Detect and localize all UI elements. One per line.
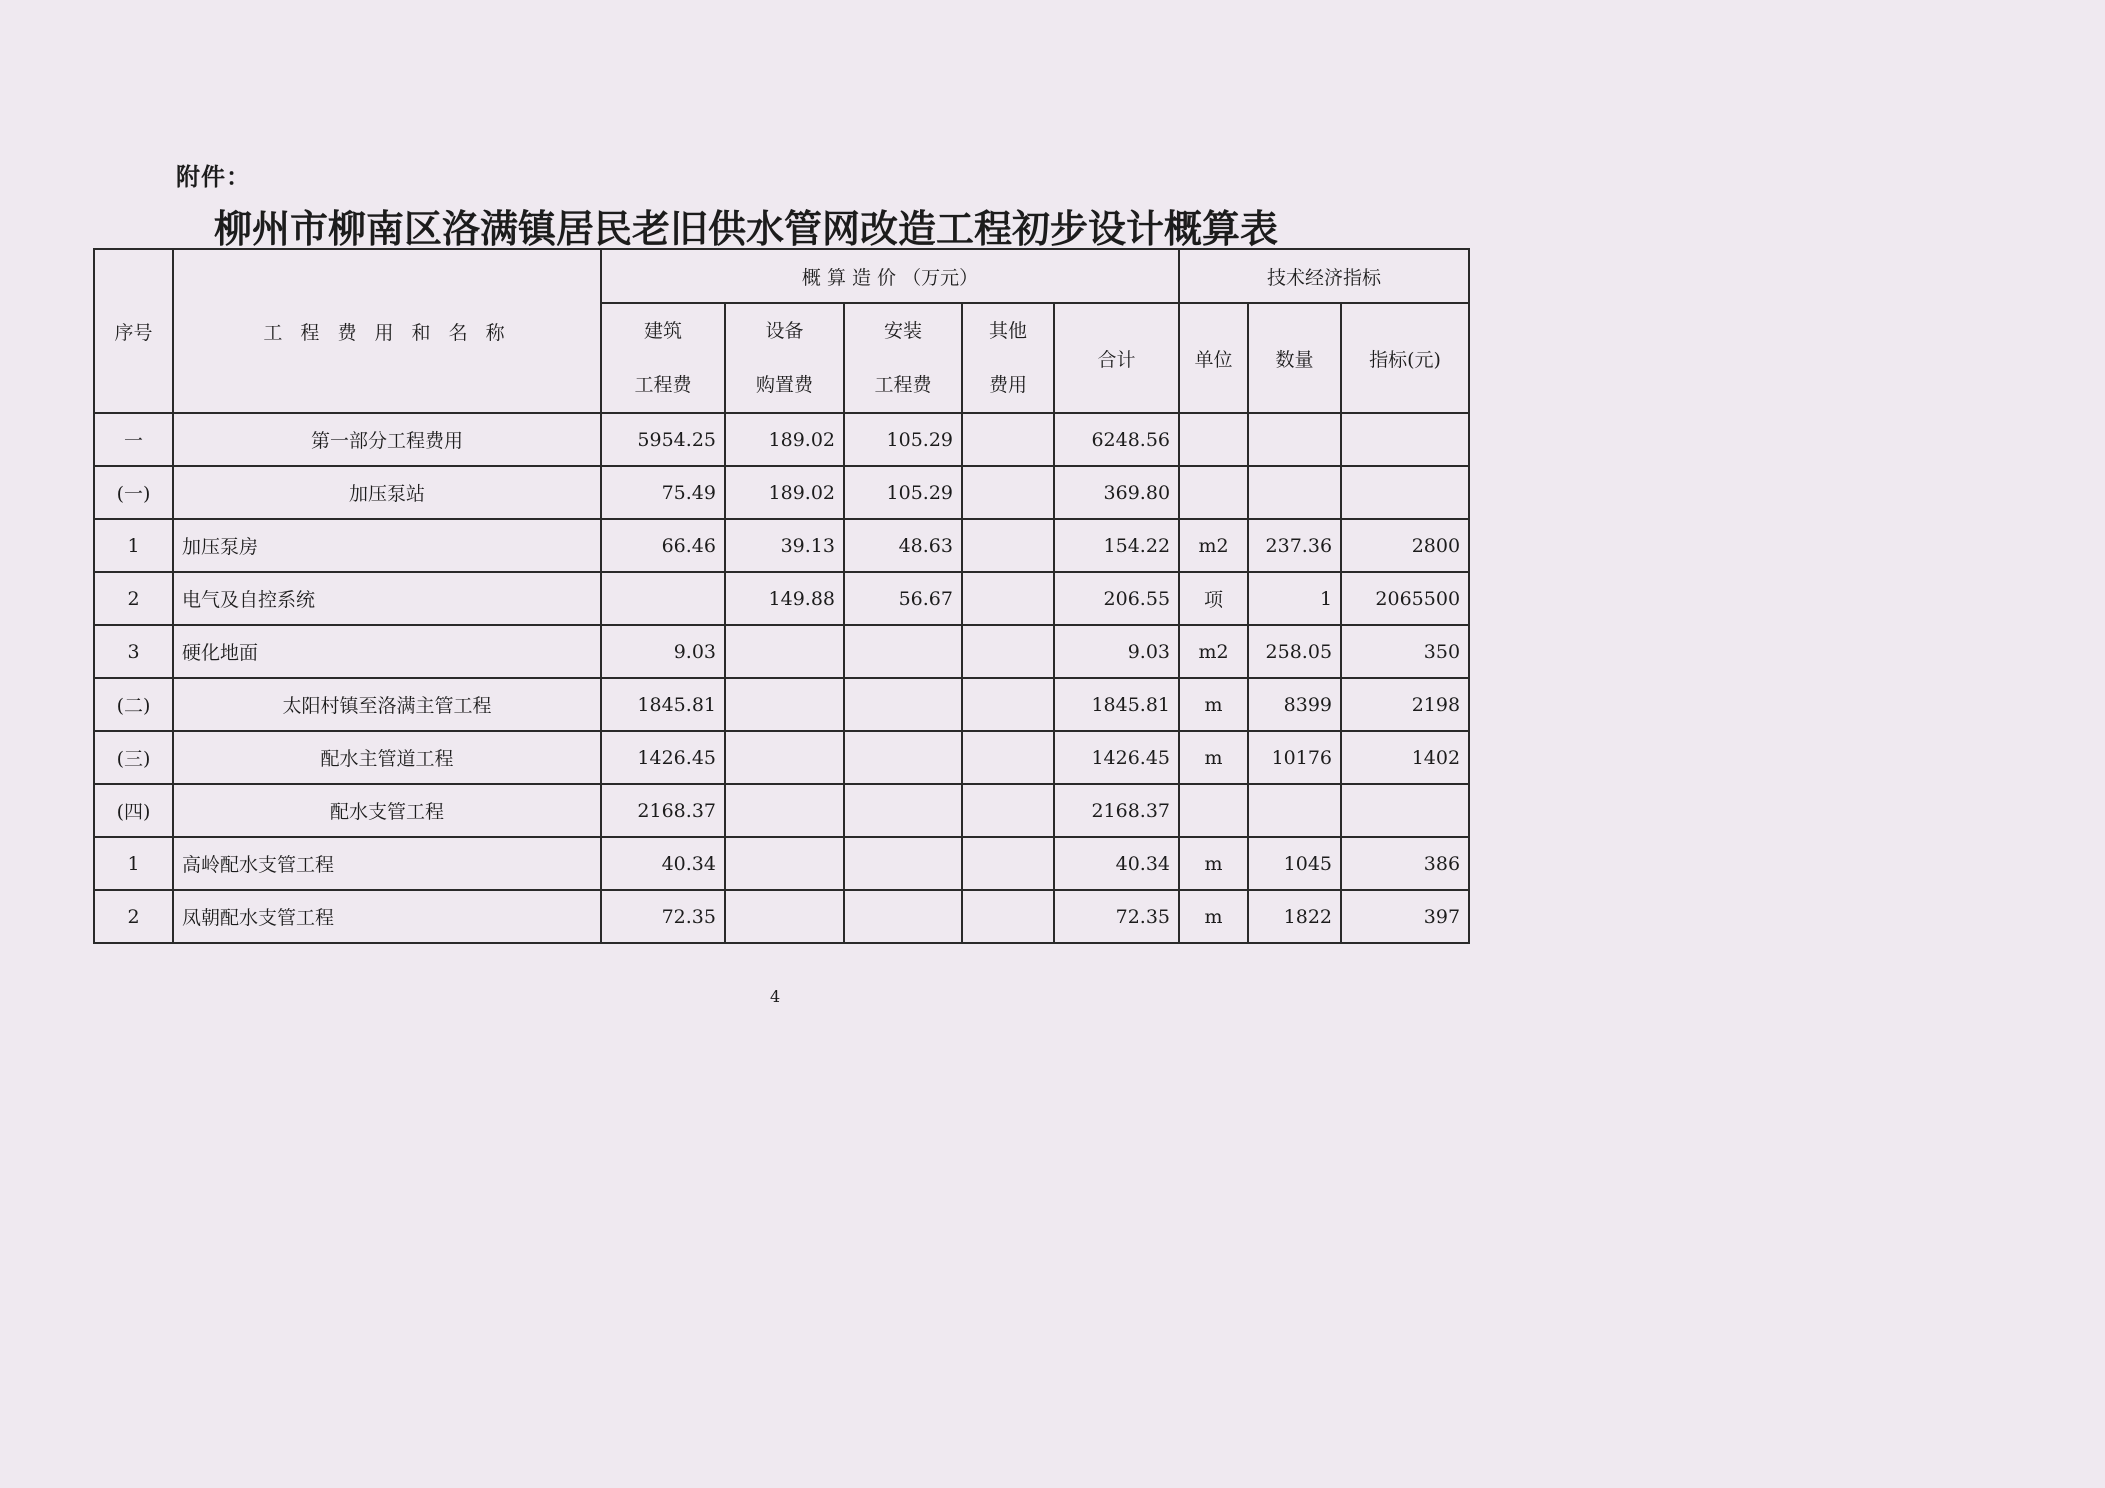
cell-indicator: 2198 [1341, 678, 1469, 731]
header-install [844, 303, 962, 413]
cell-other [962, 678, 1054, 731]
cell-construction: 1845.81 [601, 678, 725, 731]
header-construction [601, 303, 725, 413]
cell-install [844, 784, 962, 837]
header-construction-line1: 建筑 [643, 320, 682, 342]
table-row [94, 890, 1469, 943]
cell-quantity: 1 [1248, 572, 1341, 625]
header-equipment-line2: 购置费 [755, 374, 813, 396]
header-name: 工 程 费 用 和 名 称 [173, 249, 601, 413]
cell-total: 206.55 [1054, 572, 1179, 625]
header-install-line1: 安装 [883, 320, 922, 342]
header-estimate-group: 概 算 造 价 （万元） [601, 249, 1179, 303]
cell-quantity: 258.05 [1248, 625, 1341, 678]
table-row [94, 572, 1469, 625]
cell-other [962, 625, 1054, 678]
cell-unit: m [1179, 890, 1248, 943]
cell-name: 配水支管工程 [173, 784, 601, 837]
cell-name: 电气及自控系统 [173, 572, 601, 625]
cell-unit: 项 [1179, 572, 1248, 625]
cell-other [962, 784, 1054, 837]
header-seq: 序号 [94, 249, 173, 413]
header-other-line1: 其他 [988, 320, 1027, 342]
cell-seq: 2 [94, 572, 173, 625]
table-row [94, 413, 1469, 466]
cell-indicator [1341, 413, 1469, 466]
cell-name: 凤朝配水支管工程 [173, 890, 601, 943]
cell-indicator: 386 [1341, 837, 1469, 890]
cell-equipment [725, 784, 844, 837]
budget-table [93, 248, 1470, 944]
cell-install: 48.63 [844, 519, 962, 572]
header-row-group [94, 249, 1469, 303]
cell-total: 72.35 [1054, 890, 1179, 943]
header-other-line2: 费用 [988, 374, 1027, 396]
cell-total: 369.80 [1054, 466, 1179, 519]
cell-total: 1845.81 [1054, 678, 1179, 731]
table-row [94, 466, 1469, 519]
cell-construction: 72.35 [601, 890, 725, 943]
header-indicator: 指标(元) [1341, 303, 1469, 413]
cell-seq: (四) [94, 784, 173, 837]
cell-construction [601, 572, 725, 625]
cell-seq: 1 [94, 519, 173, 572]
cell-equipment: 189.02 [725, 466, 844, 519]
cell-quantity: 10176 [1248, 731, 1341, 784]
table-row [94, 678, 1469, 731]
cell-unit: m2 [1179, 519, 1248, 572]
cell-construction: 75.49 [601, 466, 725, 519]
cell-unit: m [1179, 731, 1248, 784]
header-equipment [725, 303, 844, 413]
cell-quantity: 1822 [1248, 890, 1341, 943]
cell-seq: 一 [94, 413, 173, 466]
cell-other [962, 413, 1054, 466]
cell-unit [1179, 784, 1248, 837]
cell-seq: (三) [94, 731, 173, 784]
cell-quantity: 1045 [1248, 837, 1341, 890]
cell-indicator: 2065500 [1341, 572, 1469, 625]
cell-construction: 1426.45 [601, 731, 725, 784]
cell-name: 配水主管道工程 [173, 731, 601, 784]
header-construction-line2: 工程费 [634, 374, 692, 396]
header-install-line2: 工程费 [874, 374, 932, 396]
cell-indicator [1341, 784, 1469, 837]
cell-name: 加压泵站 [173, 466, 601, 519]
cell-unit: m2 [1179, 625, 1248, 678]
cell-other [962, 519, 1054, 572]
cell-install [844, 625, 962, 678]
cell-quantity [1248, 413, 1341, 466]
cell-equipment [725, 890, 844, 943]
table-row [94, 784, 1469, 837]
cell-equipment [725, 731, 844, 784]
cell-construction: 2168.37 [601, 784, 725, 837]
cell-install [844, 837, 962, 890]
cell-quantity [1248, 466, 1341, 519]
document-title: 柳州市柳南区洛满镇居民老旧供水管网改造工程初步设计概算表 [214, 207, 1279, 251]
cell-seq: 3 [94, 625, 173, 678]
cell-other [962, 890, 1054, 943]
cell-indicator: 1402 [1341, 731, 1469, 784]
header-quantity: 数量 [1248, 303, 1341, 413]
cell-unit: m [1179, 837, 1248, 890]
cell-total: 9.03 [1054, 625, 1179, 678]
cell-install [844, 731, 962, 784]
header-total: 合计 [1054, 303, 1179, 413]
cell-name: 硬化地面 [173, 625, 601, 678]
cell-install: 105.29 [844, 413, 962, 466]
cell-equipment [725, 837, 844, 890]
page-number: 4 [770, 987, 781, 1006]
cell-unit [1179, 413, 1248, 466]
cell-construction: 9.03 [601, 625, 725, 678]
cell-equipment [725, 625, 844, 678]
cell-other [962, 837, 1054, 890]
cell-install: 56.67 [844, 572, 962, 625]
cell-seq: 1 [94, 837, 173, 890]
cell-other [962, 731, 1054, 784]
cell-equipment: 189.02 [725, 413, 844, 466]
cell-indicator: 350 [1341, 625, 1469, 678]
table-row [94, 519, 1469, 572]
cell-other [962, 466, 1054, 519]
cell-quantity [1248, 784, 1341, 837]
header-other [962, 303, 1054, 413]
cell-install: 105.29 [844, 466, 962, 519]
cell-indicator: 397 [1341, 890, 1469, 943]
header-equipment-line1: 设备 [765, 320, 804, 342]
header-unit: 单位 [1179, 303, 1248, 413]
attachment-label: 附件： [176, 163, 251, 191]
table-row [94, 625, 1469, 678]
cell-install [844, 890, 962, 943]
cell-name: 太阳村镇至洛满主管工程 [173, 678, 601, 731]
cell-seq: (一) [94, 466, 173, 519]
cell-construction: 5954.25 [601, 413, 725, 466]
header-tech-group: 技术经济指标 [1179, 249, 1469, 303]
cell-construction: 66.46 [601, 519, 725, 572]
cell-install [844, 678, 962, 731]
cell-indicator [1341, 466, 1469, 519]
cell-quantity: 237.36 [1248, 519, 1341, 572]
table-row [94, 837, 1469, 890]
cell-equipment: 39.13 [725, 519, 844, 572]
cell-name: 第一部分工程费用 [173, 413, 601, 466]
cell-total: 40.34 [1054, 837, 1179, 890]
cell-name: 高岭配水支管工程 [173, 837, 601, 890]
cell-construction: 40.34 [601, 837, 725, 890]
cell-total: 6248.56 [1054, 413, 1179, 466]
cell-indicator: 2800 [1341, 519, 1469, 572]
cell-equipment: 149.88 [725, 572, 844, 625]
table-row [94, 731, 1469, 784]
cell-total: 154.22 [1054, 519, 1179, 572]
cell-unit: m [1179, 678, 1248, 731]
cell-seq: (二) [94, 678, 173, 731]
cell-seq: 2 [94, 890, 173, 943]
cell-equipment [725, 678, 844, 731]
cell-total: 1426.45 [1054, 731, 1179, 784]
cell-quantity: 8399 [1248, 678, 1341, 731]
cell-total: 2168.37 [1054, 784, 1179, 837]
cell-unit [1179, 466, 1248, 519]
cell-other [962, 572, 1054, 625]
cell-name: 加压泵房 [173, 519, 601, 572]
